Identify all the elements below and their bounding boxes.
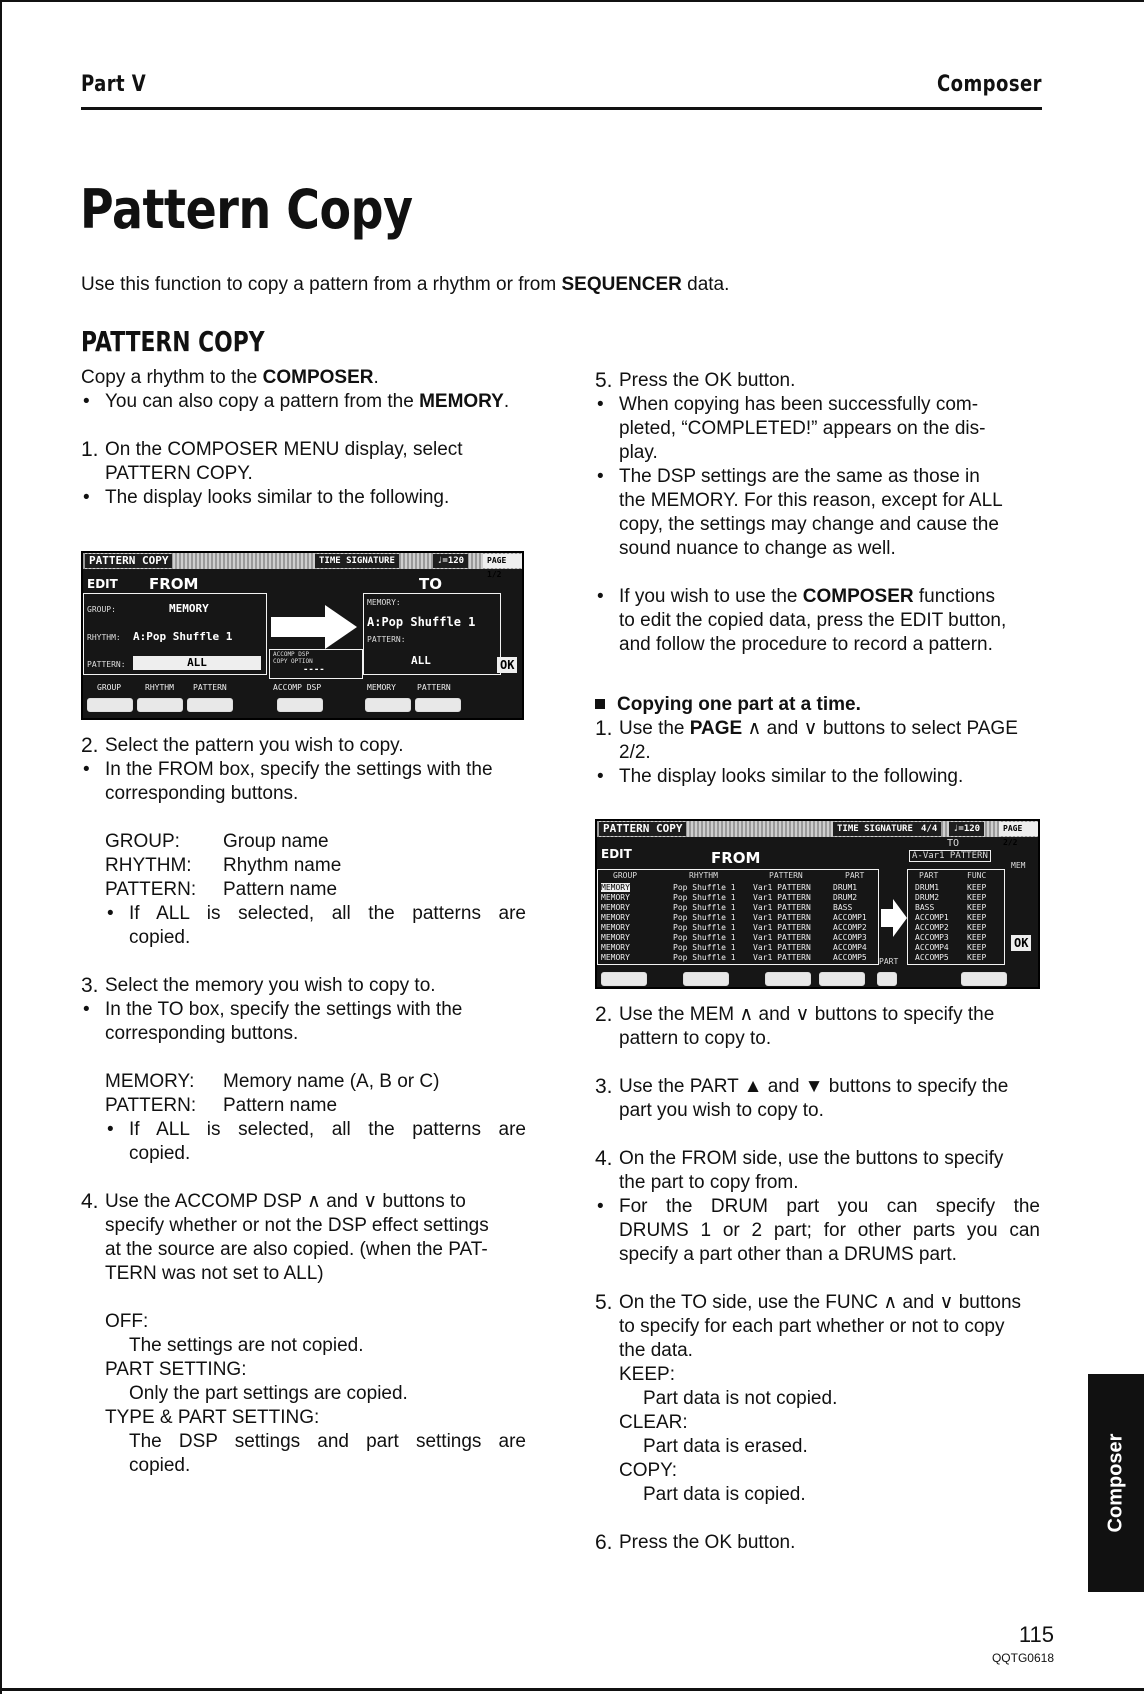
lcd2-to-row-cell: ACCOMP4 [915,943,949,952]
lcd2-row-cell: Var1 PATTERN [753,953,811,962]
lcd2-btn-func [961,972,1007,986]
lcd2-head-part: PART [845,871,865,880]
step-5: 5. Press the OK button. [595,369,796,392]
lcd2-row-cell: MEMORY [601,893,630,902]
lcd2-row-cell: ACCOMP4 [833,943,867,952]
lcd2-to-row-cell: ACCOMP1 [915,913,949,922]
lcd2-row-cell: Var1 PATTERN [753,933,811,942]
kv-pattern: PATTERN: Pattern name [105,879,338,900]
lcd-from: FROM [149,575,199,593]
lcd2-tempo: ♩=120 [949,822,984,836]
lcd2-to-row-cell: KEEP [967,923,987,932]
lcd2-arrow-icon [881,899,907,937]
lcd2-to-row-cell: ACCOMP2 [915,923,949,932]
lcd2-time-signature: TIME SIGNATURE [833,822,917,836]
lcd2-to-row-cell: ACCOMP5 [915,953,949,962]
opt-type-part-desc: The DSP settings and part settings are copied. [129,1431,526,1476]
kv-rhythm: RHYTHM: Rhythm name [105,855,342,876]
lcd-pattern-value: ALL [133,656,261,670]
lcd2-row-cell: MEMORY [601,883,630,892]
bullet-drum-part: • For the DRUM part you can specify the DRUMS 1 or 2 part; for other parts you can specify a part other than a DRUMS part. [595,1195,1040,1267]
lcd-pattern-label: PATTERN: [87,660,126,669]
lcd-title: PATTERN COPY [85,554,172,568]
lcd2-btn-part-from [819,972,865,986]
lcd2-btn-part [877,972,897,986]
lcd-btn-label-group: GROUP [97,683,122,692]
lcd-accomp-value: ---- [303,665,325,675]
lcd-rhythm-label: RHYTHM: [87,633,121,642]
lcd2-edit: EDIT [601,847,632,861]
lcd-ok: OK [497,657,517,673]
lcd2-row-cell: ACCOMP3 [833,933,867,942]
bullet-display: • The display looks similar to the following. [81,486,526,510]
header-part: Part V [81,72,147,97]
lcd2-head-group: GROUP [613,871,638,880]
lcd-accomp-label: ACCOMP DSP [273,651,310,658]
lcd2-row-cell: ACCOMP1 [833,913,867,922]
bullet-to-box: • In the TO box, specify the settings with the corresponding buttons. [81,998,526,1046]
lcd2-row-cell: MEMORY [601,923,630,932]
lcd2-row-cell: Var1 PATTERN [753,903,811,912]
lcd2-title: PATTERN COPY [599,822,686,836]
lcd-btn-label-memory: MEMORY [367,683,396,692]
kv-memory: MEMORY: Memory name (A, B or C) [105,1071,440,1092]
lcd2-to-row-cell: KEEP [967,953,987,962]
bullet-all-2: • If ALL is selected, all the patterns are copied. [105,1118,526,1166]
kv-group: GROUP: Group name [105,831,329,852]
lcd2-to-pattern: A-Var1 PATTERN [909,850,991,862]
lcd2-from: FROM [711,849,761,867]
opt-type-part: TYPE & PART SETTING: [105,1407,320,1428]
kv-to-pattern: PATTERN: Pattern name [105,1095,338,1116]
step-r3: 3. Use the PART ▲ and ▼ buttons to specify the part you wish to copy to. [595,1075,1009,1121]
lcd-group-label: GROUP: [87,605,116,614]
lcd2-to-row-cell: BASS [915,903,935,912]
page-number: 115 [1018,1622,1054,1647]
lcd-memory-value: A:Pop Shuffle 1 [367,615,476,629]
lcd-rhythm-value: A:Pop Shuffle 1 [133,630,233,643]
left-column-2 [81,734,526,1478]
side-tab-label: Composer [1104,1433,1127,1533]
top-border [0,0,1144,2]
left-column [81,366,526,510]
sub-heading: Copying one part at a time. [595,693,1040,717]
step-r5: 5. On the TO side, use the FUNC ∧ and ∨ buttons to specify for each part whether or not to copy the data. KEEP: Part data is not copied. CLEAR: Part data is erased. COPY: Part data is copied. [595,1291,1022,1505]
lcd2-btn-rhythm [683,972,729,986]
header-rule [81,107,1042,110]
lcd2-row-cell: Var1 PATTERN [753,893,811,902]
lcd2-row-cell: Var1 PATTERN [753,913,811,922]
lcd2-row-cell: ACCOMP2 [833,923,867,932]
bottom-border [0,1688,1144,1691]
lcd-memory-label: MEMORY: [367,598,401,607]
step-3: 3. Select the memory you wish to copy to. [81,974,436,997]
side-tab [1088,1374,1144,1592]
step-r2: 2. Use the MEM ∧ and ∨ buttons to specify the pattern to copy to. [595,1003,995,1049]
step-4: 4. Use the ACCOMP DSP ∧ and ∨ buttons to specify whether or not the DSP effect settings at the source are also copied. (when the PAT- TERN was not set to ALL) [81,1190,489,1284]
bullet-memory: • You can also copy a pattern from the MEMORY. [81,390,526,414]
lcd2-to-row-cell: KEEP [967,913,987,922]
lcd2-row-cell: Var1 PATTERN [753,923,811,932]
lcd-copy-option-label: COPY OPTION [273,658,313,665]
opt-off-desc: The settings are not copied. [129,1335,364,1356]
lcd2-row-cell: DRUM2 [833,893,858,902]
lcd2-row-cell: ACCOMP5 [833,953,867,962]
intro-text: Use this function to copy a pattern from a rhythm or from SEQUENCER data. [81,274,730,295]
lcd2-row-cell: MEMORY [601,933,630,942]
lcd2-ts-value: 4/4 [917,822,941,836]
lcd-to-pattern-value: ALL [411,654,431,667]
lcd2-row-cell: Pop Shuffle 1 [673,933,736,942]
lcd2-head-rhythm: RHYTHM [689,871,718,880]
lcd-to-pattern-label: PATTERN: [367,635,406,644]
lcd2-to-row-cell: KEEP [967,883,987,892]
doc-code: QQTG0618 [991,1651,1054,1665]
lcd2-row-cell: DRUM1 [833,883,858,892]
lcd2-to: TO [947,838,960,849]
lcd2-to-head-part: PART [919,871,939,880]
lcd-display-page1 [81,551,524,720]
lcd2-row-cell: MEMORY [601,903,630,912]
lcd2-part-label: PART [879,957,899,966]
step-r1: 1. Use the PAGE ∧ and ∨ buttons to select PAGE 2/2. [595,717,1018,763]
bullet-composer-functions: • If you wish to use the COMPOSER functions to edit the copied data, press the EDIT button, and follow the procedure to record a pattern. [595,585,1040,657]
square-bullet-icon [595,699,605,709]
lcd-to: TO [419,575,442,593]
lcd-btn-accomp [277,698,323,712]
lcd-btn-rhythm [137,698,183,712]
step-r4: 4. On the FROM side, use the buttons to specify the part to copy from. [595,1147,1004,1193]
lcd2-to-row-cell: DRUM1 [915,883,940,892]
lcd-btn-memory [365,698,411,712]
bullet-from-box: • In the FROM box, specify the settings with the corresponding buttons. [81,758,526,806]
lcd-time-signature: TIME SIGNATURE [315,554,399,568]
lcd2-btn-pattern [765,972,811,986]
lcd2-to-row-cell: KEEP [967,893,987,902]
lcd2-row-cell: Pop Shuffle 1 [673,883,736,892]
lcd2-row-cell: Pop Shuffle 1 [673,913,736,922]
opt-part-setting-desc: Only the part settings are copied. [129,1383,408,1404]
lcd2-row-cell: MEMORY [601,913,630,922]
lcd2-row-cell: BASS [833,903,853,912]
lcd-btn-pattern [187,698,233,712]
lcd2-to-row-cell: KEEP [967,903,987,912]
bullet-dsp-settings: • The DSP settings are the same as those in the MEMORY. For this reason, except for ALL copy, the settings may change and cause the sound nuance to change as well. [595,465,1040,561]
lcd-btn-group [87,698,133,712]
left-border [0,0,2,1694]
lcd2-to-head-func: FUNC [967,871,987,880]
bullet-completed: • When copying has been successfully com- pleted, “COMPLETED!” appears on the dis- play. [595,393,1040,465]
lcd-btn-label-pattern: PATTERN [193,683,227,692]
right-column [595,369,1040,789]
lcd-btn-label-rhythm: RHYTHM [145,683,174,692]
para-copy-rhythm: Copy a rhythm to the COMPOSER. [81,367,379,388]
lcd2-row-cell: Pop Shuffle 1 [673,943,736,952]
lcd-page: PAGE 1/2 [483,554,522,568]
header-section: Composer [937,72,1042,97]
lcd2-mem: MEM [1011,861,1026,870]
lcd-btn-label-to-pattern: PATTERN [417,683,451,692]
lcd-display-page2 [595,819,1040,989]
lcd2-row-cell: Pop Shuffle 1 [673,953,736,962]
opt-part-setting: PART SETTING: [105,1359,247,1380]
opt-off: OFF: [105,1311,149,1332]
bullet-all-1: • If ALL is selected, all the patterns are copied. [105,902,526,950]
lcd-btn-label-accomp-dsp: ACCOMP DSP [273,683,322,692]
lcd2-btn-group [601,972,647,986]
lcd2-to-row-cell: KEEP [967,933,987,942]
lcd2-head-pattern: PATTERN [769,871,803,880]
lcd2-row-cell: Pop Shuffle 1 [673,903,736,912]
lcd-group-value: MEMORY [169,602,209,615]
lcd2-row-cell: Pop Shuffle 1 [673,923,736,932]
step-1: 1. On the COMPOSER MENU display, select PATTERN COPY. [81,438,463,484]
lcd2-row-cell: Pop Shuffle 1 [673,893,736,902]
lcd-edit: EDIT [87,577,118,591]
lcd2-page: PAGE 2/2 [999,822,1038,836]
lcd-btn-to-pattern [415,698,461,712]
lcd-tempo: ♩=120 [433,554,468,568]
lcd2-to-row-cell: KEEP [967,943,987,952]
lcd2-to-row-cell: DRUM2 [915,893,940,902]
lcd2-row-cell: MEMORY [601,943,630,952]
lcd2-row-cell: Var1 PATTERN [753,943,811,952]
right-column-2 [595,1003,1040,1555]
lcd2-to-row-cell: ACCOMP3 [915,933,949,942]
lcd2-row-cell: MEMORY [601,953,630,962]
lcd2-ok: OK [1011,935,1031,951]
lcd2-row-cell: Var1 PATTERN [753,883,811,892]
step-2: 2. Select the pattern you wish to copy. [81,734,404,757]
step-r6: 6. Press the OK button. [595,1531,796,1554]
page-title: Pattern Copy [80,178,413,241]
section-title: PATTERN COPY [81,325,265,358]
bullet-display-2: • The display looks similar to the following. [595,765,1040,789]
lcd-arrow-icon [271,605,357,649]
